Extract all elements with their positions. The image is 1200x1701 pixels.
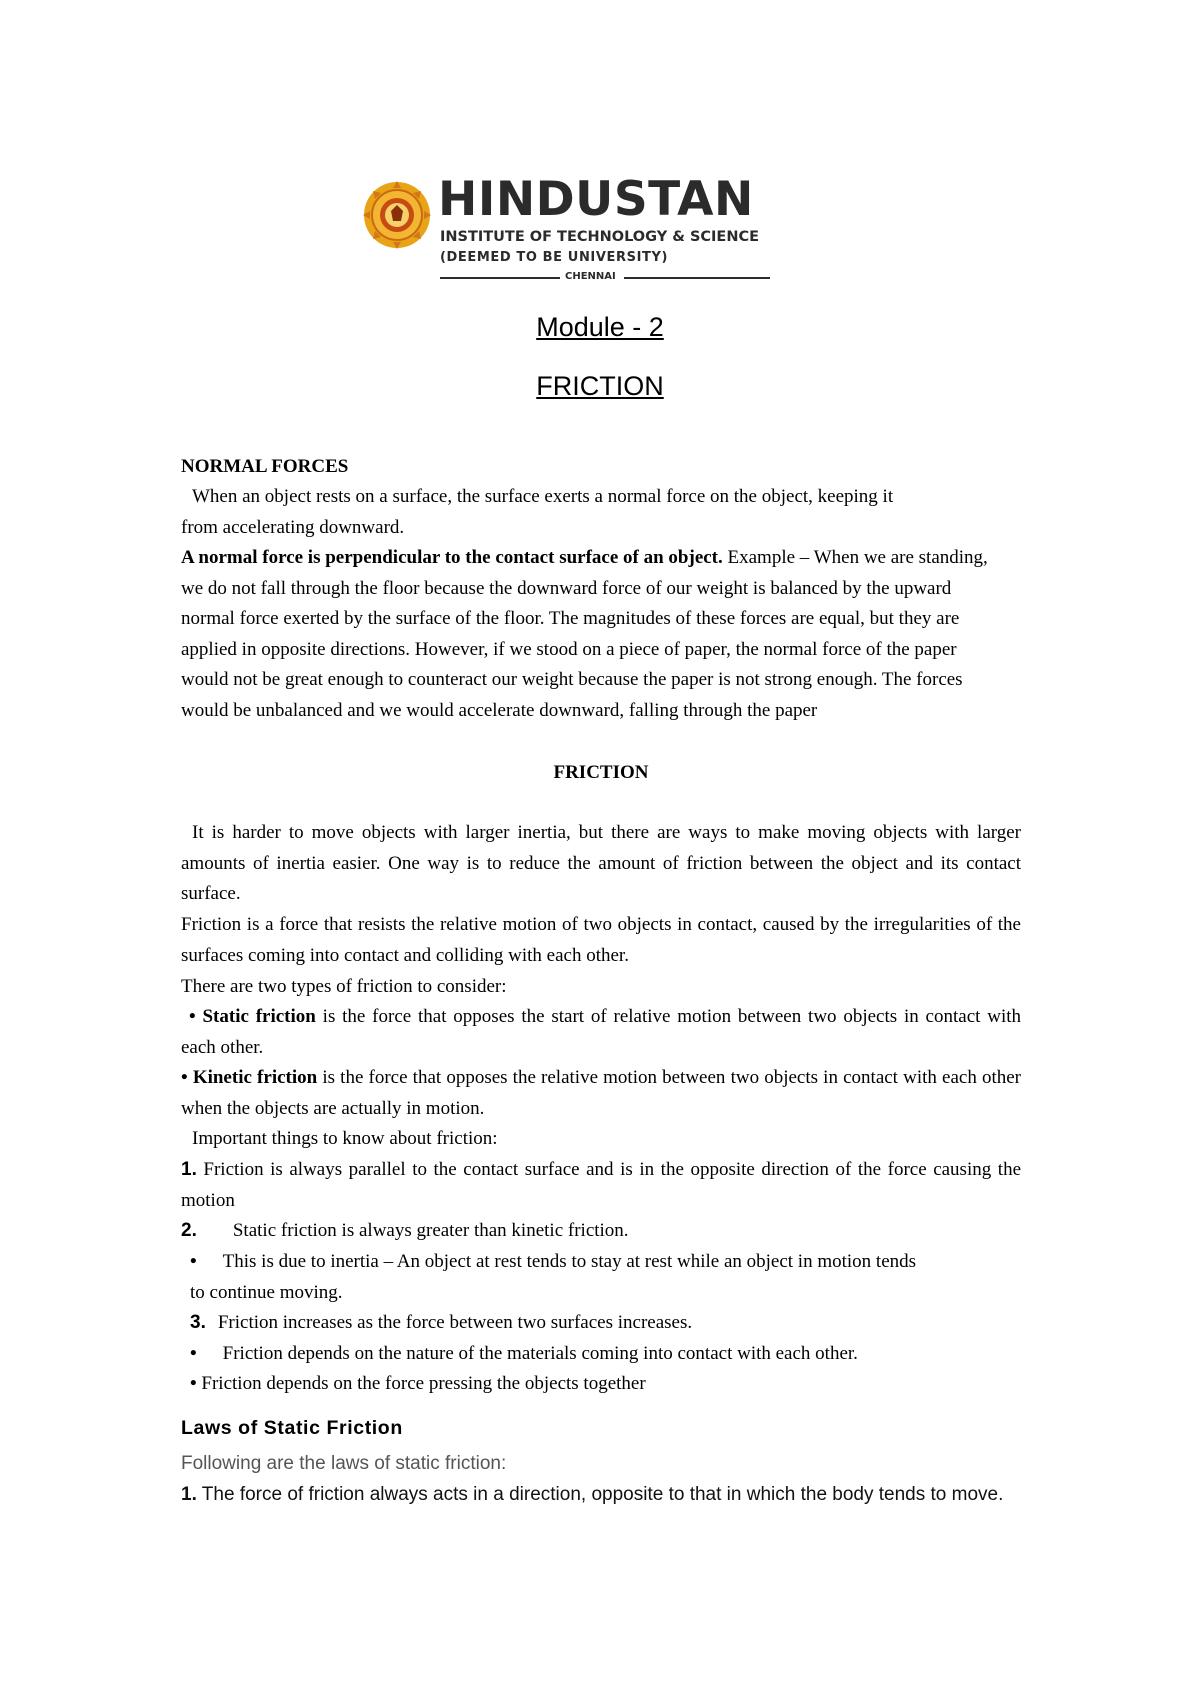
list-item-bullet-force: • Friction depends on the force pressing the objects together — [190, 1373, 646, 1394]
list-item-3: 3. Friction increases as the force between two surfaces increases. — [190, 1312, 693, 1333]
logo-city: CHENNAI — [565, 271, 616, 282]
friction-paragraph-1: It is harder to move objects with larger inertia, but there are ways to make moving objects with larger amounts of inertia easier. One way is to reduce the amount of friction between the object and its contact surface. — [181, 822, 1021, 904]
friction-types-intro: There are two types of friction to consider: — [181, 976, 507, 997]
bullet-icon: • — [190, 1251, 197, 1272]
friction-paragraph-2: Friction is a force that resists the relative motion of two objects in contact, caused by the irregularities of the surfaces coming into contact and colliding with each other. — [181, 914, 1021, 966]
normal-forces-paragraph-1: When an object rests on a surface, the surface exerts a normal force on the object, keeping it from accelerating downward. — [181, 486, 894, 538]
normal-forces-paragraph-2: A normal force is perpendicular to the contact surface of an object. Example – When we are standing, we do not fall through the floor because the downward force of our weight is balanced by the upward normal force exerted by the surface of the floor. The magnitudes of these forces are equal, but they are applied in opposite directions. However, if we stood on a piece of paper, the normal force of the paper would not be great enough to counteract our weight because the paper is not strong enough. The forces would be unbalanced and we would accelerate downward, falling through the paper — [181, 547, 988, 721]
list-item-1: 1. Friction is always parallel to the contact surface and is in the opposite direction of the force causing the motion — [181, 1159, 1021, 1211]
law-item-1: 1. The force of friction always acts in a direction, opposite to that in which the body tends to move. — [181, 1484, 1004, 1505]
bullet-icon: • — [181, 1067, 188, 1088]
section-heading-friction: FRICTION — [553, 762, 649, 783]
bullet-icon: • — [190, 1343, 197, 1364]
logo-rule-left — [440, 277, 560, 279]
list-item-bullet-inertia: • This is due to inertia – An object at rest tends to stay at rest while an object in motion tends to continue moving. — [190, 1251, 917, 1303]
list-item-kinetic-friction: • Kinetic friction is the force that opposes the relative motion between two objects in contact with each other when the objects are actually in motion. — [181, 1067, 1022, 1119]
list-item-bullet-materials: • Friction depends on the nature of the materials coming into contact with each other. — [190, 1343, 858, 1364]
bullet-icon: • — [189, 1006, 196, 1027]
list-item-static-friction: • Static friction is the force that opposes the start of relative motion between two objects in contact with each other. — [181, 1006, 1022, 1058]
bullet-icon: • — [190, 1373, 197, 1394]
logo-rule-right — [624, 277, 770, 279]
logo-deemed-line: (DEEMED TO BE UNIVERSITY) — [440, 250, 669, 265]
topic-title: FRICTION — [536, 371, 664, 401]
institution-logo — [362, 174, 772, 286]
module-title: Module - 2 — [536, 312, 664, 342]
emblem-icon — [362, 180, 432, 250]
section-heading-normal-forces: NORMAL FORCES — [181, 456, 349, 477]
important-things-intro: Important things to know about friction: — [192, 1128, 498, 1149]
section-heading-laws-static-friction: Laws of Static Friction — [181, 1417, 403, 1439]
list-item-2: 2. Static friction is always greater than kinetic friction. — [181, 1220, 629, 1241]
laws-intro: Following are the laws of static friction: — [181, 1453, 507, 1474]
logo-wordmark: HINDUSTAN — [438, 172, 754, 227]
logo-subtitle: INSTITUTE OF TECHNOLOGY & SCIENCE — [440, 229, 760, 245]
